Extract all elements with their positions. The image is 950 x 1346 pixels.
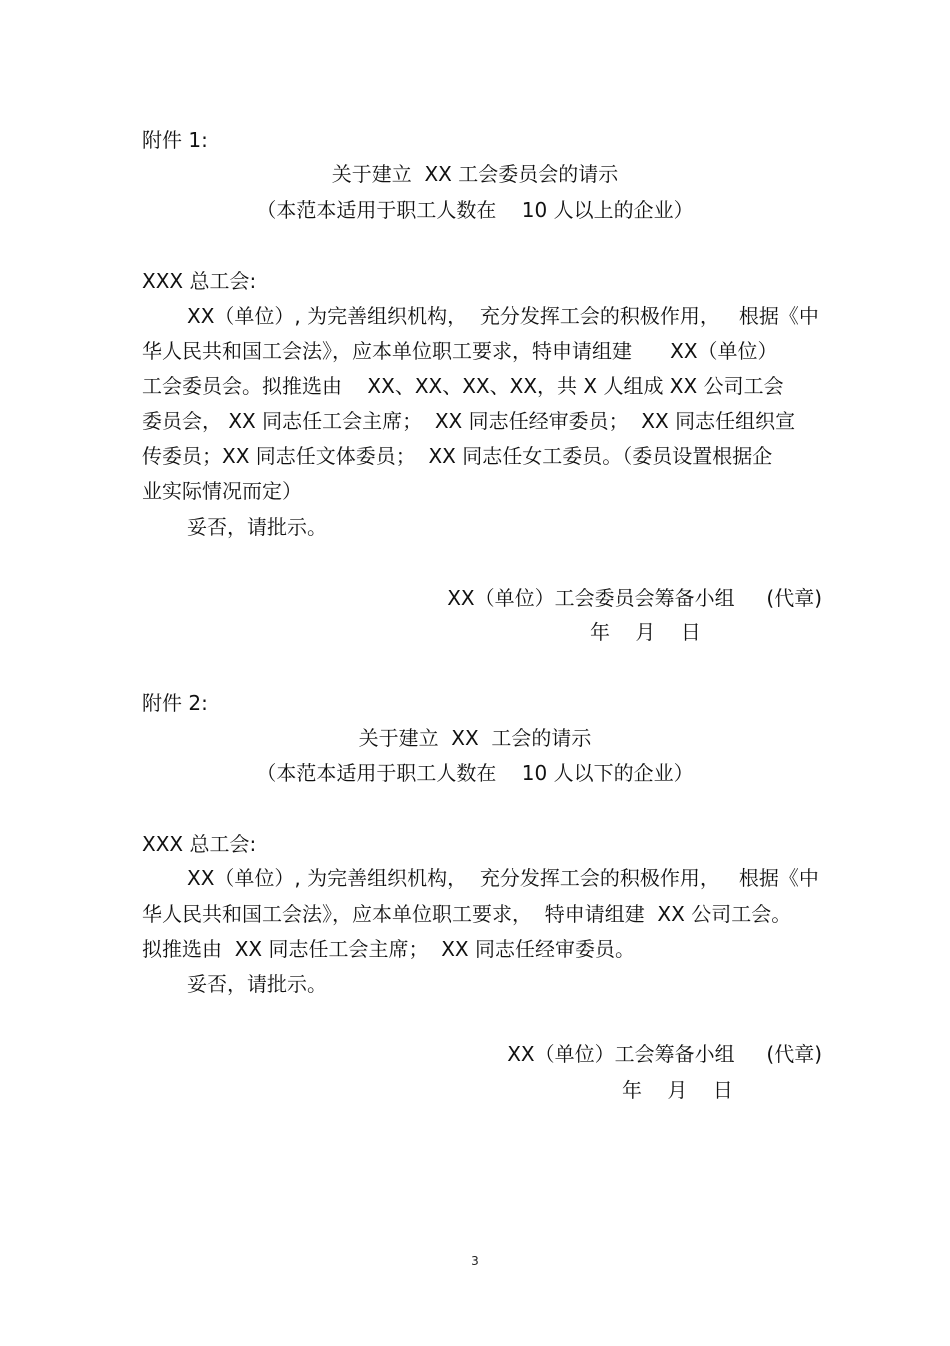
attachment-2-title: 关于建立 XX 工会的请示 bbox=[358, 726, 592, 750]
attachment-2-signature: XX（单位）工会筹备小组 (代章) bbox=[507, 1042, 822, 1066]
attachment-1-body-line: 业实际情况而定） bbox=[142, 479, 302, 503]
attachment-2-closing: 妥否，请批示。 bbox=[187, 972, 327, 996]
attachment-1-title: 关于建立 XX 工会委员会的请示 bbox=[331, 162, 619, 186]
page-number: 3 bbox=[471, 1254, 479, 1268]
attachment-1-body-line: XX（单位）, 为完善组织机构， 充分发挥工会的积极作用， 根据《中 bbox=[187, 304, 819, 328]
attachment-1-label: 附件 1: bbox=[142, 128, 208, 152]
attachment-1-body-line: 工会委员会。拟推选由 XX、XX、XX、XX，共 X 人组成 XX 公司工会 bbox=[142, 374, 784, 398]
attachment-2-label: 附件 2: bbox=[142, 691, 208, 715]
attachment-1-body-line: 华人民共和国工会法》，应本单位职工要求，特申请组建 XX（单位） bbox=[142, 339, 778, 363]
attachment-1-salutation: XXX 总工会: bbox=[142, 269, 257, 293]
attachment-1-date: 年 月 日 bbox=[590, 620, 701, 644]
attachment-2-body-line: 华人民共和国工会法》，应本单位职工要求， 特申请组建 XX 公司工会。 bbox=[142, 902, 792, 926]
attachment-2-body-line: 拟推选由 XX 同志任工会主席； XX 同志任经审委员。 bbox=[142, 937, 635, 961]
attachment-2-subtitle: （本范本适用于职工人数在 10 人以下的企业） bbox=[256, 761, 694, 785]
attachment-1-body-line: 委员会， XX 同志任工会主席； XX 同志任经审委员； XX 同志任组织宣 bbox=[142, 409, 796, 433]
attachment-1-body-line: 传委员；XX 同志任文体委员； XX 同志任女工委员。（委员设置根据企 bbox=[142, 444, 773, 468]
attachment-1-signature: XX（单位）工会委员会筹备小组 (代章) bbox=[447, 586, 822, 610]
attachment-2-salutation: XXX 总工会: bbox=[142, 832, 257, 856]
attachment-1-subtitle: （本范本适用于职工人数在 10 人以上的企业） bbox=[256, 198, 694, 222]
attachment-2-date: 年 月 日 bbox=[622, 1078, 733, 1102]
attachment-2-body-line: XX（单位）, 为完善组织机构， 充分发挥工会的积极作用， 根据《中 bbox=[187, 866, 819, 890]
attachment-1-closing: 妥否，请批示。 bbox=[187, 515, 327, 539]
